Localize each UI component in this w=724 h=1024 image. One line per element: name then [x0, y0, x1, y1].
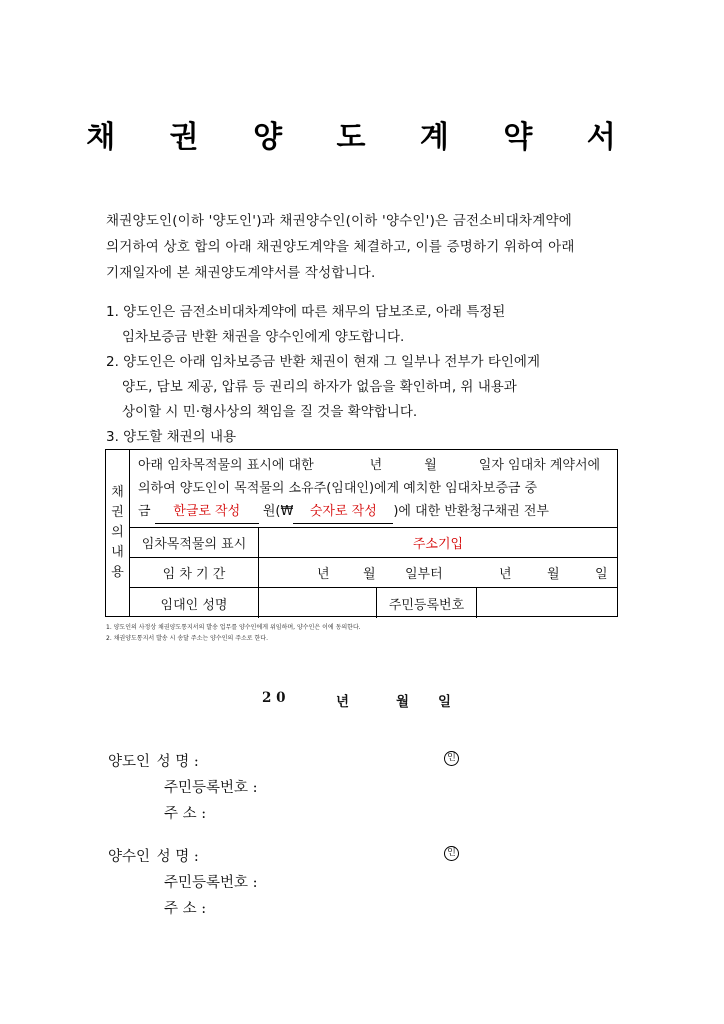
clause-1: 1. 양도인은 금전소비대차계약에 따른 채무의 담보조로, 아래 특정된: [106, 304, 506, 320]
contract-year-label: 년: [369, 458, 383, 473]
assignor-rrn-label: 주민등록번호 :: [164, 780, 258, 796]
claim-desc-line-2: 의하여 양도인이 목적물의 소유주(임대인)에게 예치한 임대차보증금 중: [138, 481, 538, 496]
landlord-rrn-label: 주민등록번호: [376, 588, 476, 618]
footnote-2: 2. 채권양도통지서 발송 시 송달 주소는 양수인의 주소로 한다.: [106, 635, 268, 642]
clause-2-cont: 상이할 시 민·형사상의 책임을 질 것을 확약합니다.: [122, 404, 418, 420]
clause-1-cont: 임차보증금 반환 채권을 양수인에게 양도합니다.: [122, 329, 405, 345]
landlord-name-label: 임대인 성명: [160, 597, 228, 613]
lease-period-label: 임 차 기 간: [162, 567, 226, 582]
intro-paragraph: [106, 208, 626, 286]
claim-details-table: [105, 449, 618, 617]
assignor-label: 양도인: [108, 754, 151, 770]
footnotes: [106, 622, 361, 644]
intro-line: 기재일자에 본 채권양도계약서를 작성합니다.: [106, 265, 376, 281]
intro-line: 의거하여 상호 합의 아래 채권양도계약을 체결하고, 이를 증명하기 위하여 아래: [106, 239, 575, 255]
assignor-seal-icon: 인: [444, 751, 459, 766]
lease-period-row: [130, 558, 617, 588]
lease-period-field[interactable]: 년 월 일부터 년 월 일: [258, 558, 617, 587]
date-month-label: 월: [396, 694, 410, 710]
amount-number-field[interactable]: 숫자로 작성: [293, 500, 393, 524]
landlord-name-field[interactable]: [258, 588, 376, 618]
clause-2-cont: 양도, 담보 제공, 압류 등 권리의 하자가 없음을 확인하며, 위 내용과: [122, 379, 517, 395]
clause-3: 3. 양도할 채권의 내용: [106, 429, 237, 445]
property-row: [130, 528, 617, 558]
claim-description-cell: [130, 450, 617, 528]
assignee-name-label: 성 명 :: [156, 849, 199, 865]
document-title: 채 권 양 도 계 약 서: [86, 120, 638, 155]
amount-korean-field[interactable]: 한글로 작성: [155, 500, 259, 524]
property-label: 임차목적물의 표시: [141, 537, 247, 552]
property-address-field[interactable]: 주소기입: [258, 528, 617, 557]
clause-2: 2. 양도인은 아래 임차보증금 반환 채권이 현재 그 일부나 전부가 타인에게: [106, 354, 540, 370]
assignor-address-label: 주 소 :: [164, 806, 207, 822]
clause-list: [106, 300, 636, 450]
assignee-seal-icon: 인: [444, 846, 459, 861]
date-year-prefix: 2 0: [262, 690, 286, 706]
claim-desc-line-3: 금 한글로 작성 원(₩ 숫자로 작성 )에 대한 반환청구채권 전부: [138, 500, 609, 524]
assignee-rrn-label: 주민등록번호 :: [164, 875, 258, 891]
landlord-rrn-field[interactable]: [476, 588, 617, 618]
claim-content-side-label: 채 권 의 내 용: [106, 450, 130, 616]
date-year-label: 년: [336, 694, 350, 710]
contract-month-label: 월: [424, 458, 437, 473]
landlord-row: [130, 588, 617, 618]
footnote-1: 1. 양도인의 사정상 채권양도통지서의 발송 업무를 양수인에게 위임하며, 양수인은 이에 동의한다.: [106, 624, 361, 631]
assignor-name-label: 성 명 :: [156, 754, 199, 770]
assignee-address-label: 주 소 :: [164, 901, 207, 917]
assignee-label: 양수인: [108, 849, 151, 865]
date-day-label: 일: [438, 694, 452, 710]
intro-line: 채권양도인(이하 '양도인')과 채권양수인(이하 '양수인')은 금전소비대차계약에: [106, 213, 572, 229]
claim-desc-line-1: 아래 임차목적물의 표시에 대한 년 월 일자 임대차 계약서에: [138, 458, 601, 473]
